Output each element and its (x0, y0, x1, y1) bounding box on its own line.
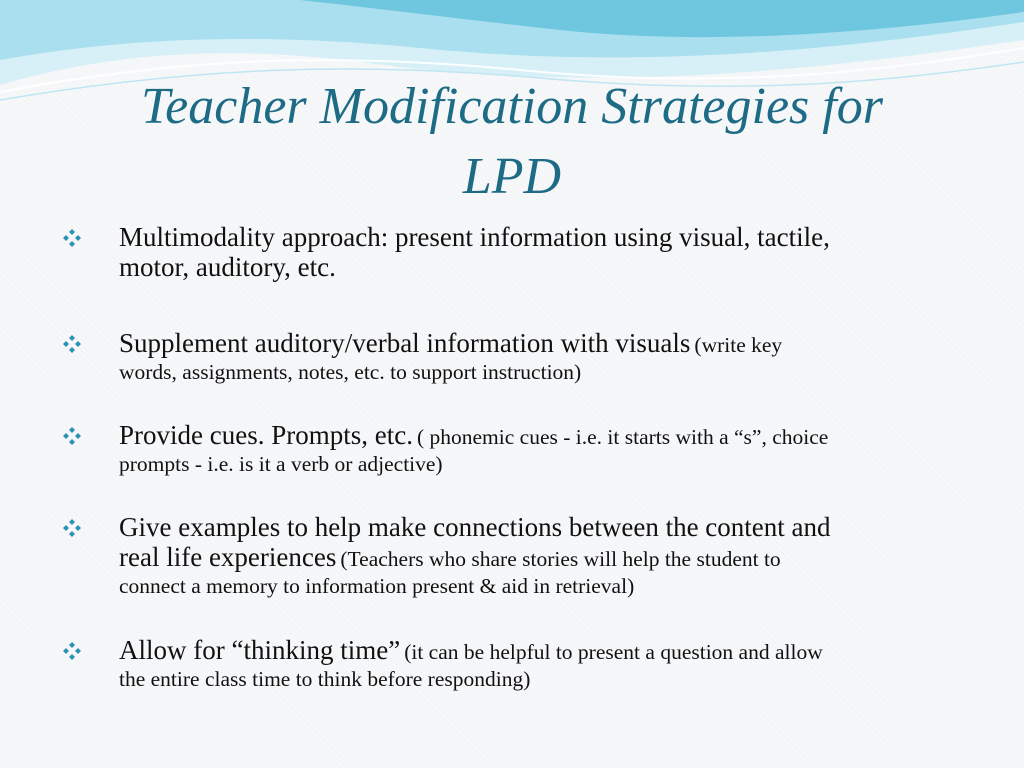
diamond-cluster-icon (62, 228, 82, 248)
bullet-main-text: Supplement auditory/verbal information with visuals (119, 328, 691, 358)
diamond-cluster-icon (62, 426, 82, 446)
bullet-sub-text-line2: words, assignments, notes, etc. to support instruction) (119, 360, 582, 384)
slide-title-line1: Teacher Modification Strategies for (141, 78, 883, 135)
diamond-cluster-icon (62, 641, 82, 661)
bullet-main-text: Give examples to help make connections between the content and (119, 512, 831, 542)
bullet-text (119, 420, 959, 478)
bullet-sub-text: (write key (694, 333, 783, 357)
diamond-cluster-icon (62, 334, 82, 354)
bullet-text (119, 512, 959, 600)
bullet-text (119, 635, 959, 693)
bullet-sub-text-line2: the entire class time to think before responding) (119, 667, 531, 691)
slide-title-line2: LPD (462, 148, 562, 205)
bullet-sub-text-line3: connect a memory to information present & aid in retrieval) (119, 574, 635, 598)
bullet-main-text-line2: real life experiences (119, 542, 337, 572)
bullet-sub-text: (it can be helpful to present a question and allow (404, 640, 823, 664)
bullet-main-text: Allow for “thinking time” (119, 635, 401, 665)
bullet-sub-text-line2: prompts - i.e. is it a verb or adjective) (119, 452, 443, 476)
bullet-sub-text: ( phonemic cues - i.e. it starts with a “s”, choice (416, 425, 829, 449)
bullet-main-text: Multimodality approach: present information using visual, tactile, motor, auditory, etc. (119, 222, 830, 282)
diamond-cluster-icon (62, 518, 82, 538)
bullet-main-text: Provide cues. Prompts, etc. (119, 420, 413, 450)
bullet-sub-text: (Teachers who share stories will help the student to (340, 547, 781, 571)
bullet-text (119, 328, 959, 386)
